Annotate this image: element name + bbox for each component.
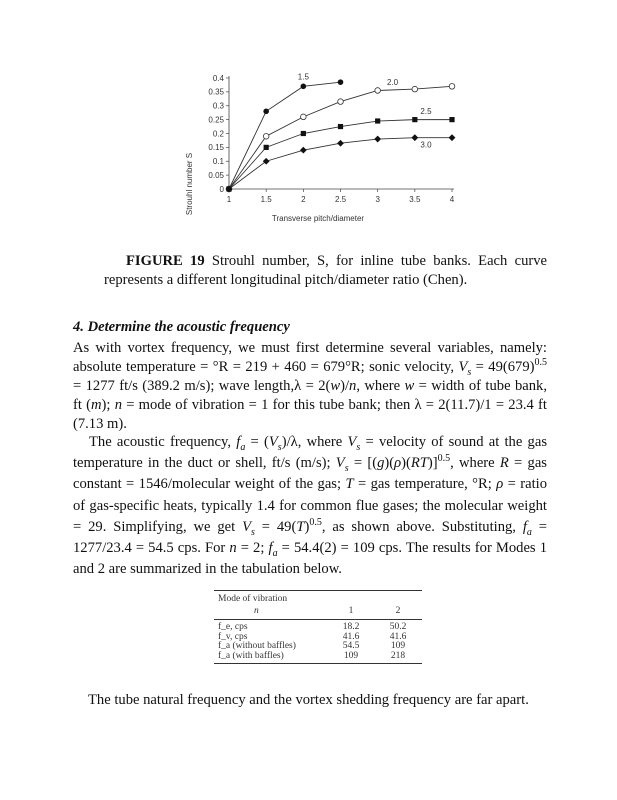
figure-caption-text: Strouhl number, S, for inline tube banks. Each curve represents a different longitudinal pitch/diameter ratio (Chen). — [104, 253, 548, 288]
series-label: 1.5 — [297, 72, 309, 82]
data-point — [449, 117, 454, 122]
data-point — [263, 133, 269, 139]
y-tick-label: 0.35 — [208, 87, 224, 97]
table-col-1: 1 — [348, 605, 354, 616]
frequency-table — [214, 590, 422, 664]
x-tick-label: 3 — [375, 195, 380, 204]
section-heading — [73, 319, 290, 336]
y-tick-label: 0.4 — [212, 73, 224, 83]
data-point — [412, 117, 417, 122]
data-point — [449, 84, 455, 90]
y-tick-label: 0.3 — [212, 101, 224, 111]
y-tick-label: 0.1 — [212, 157, 224, 167]
data-point — [301, 114, 307, 120]
data-point — [374, 136, 381, 143]
series-line-1.5 — [229, 82, 341, 189]
data-point — [337, 140, 344, 147]
data-point — [412, 86, 418, 92]
table-row — [214, 652, 422, 662]
y-tick-label: 0.05 — [208, 170, 224, 180]
y-tick-label: 0.25 — [208, 115, 224, 125]
table-row-label: f_e, cps — [218, 622, 248, 632]
table-cell: 41.6 — [342, 631, 360, 642]
x-tick-label: 1.5 — [260, 195, 272, 204]
section-number: 4. — [73, 319, 84, 335]
section-title: Determine the acoustic frequency — [83, 319, 290, 335]
table-cell: 50.2 — [389, 622, 407, 632]
data-point — [375, 118, 380, 123]
data-point — [411, 134, 418, 141]
series-line-2.5 — [229, 120, 452, 189]
x-axis-label: Transverse pitch/diameter — [271, 214, 365, 223]
data-point — [449, 134, 456, 141]
table-row-label: f_v, cps — [218, 631, 248, 642]
y-tick-label: 0.15 — [208, 143, 224, 153]
series-label: 3.0 — [420, 140, 432, 150]
table-cell: 41.6 — [389, 631, 407, 642]
figure-caption — [104, 252, 547, 290]
y-tick-label: 0 — [219, 184, 224, 194]
data-point — [263, 158, 270, 165]
data-point — [338, 79, 344, 85]
table-subheader: n — [254, 605, 259, 616]
table-cell: 218 — [390, 650, 406, 661]
series-label: 2.5 — [420, 107, 432, 117]
data-point — [301, 131, 306, 136]
data-point — [375, 88, 381, 94]
strouhl-chart — [180, 66, 480, 226]
x-tick-label: 2 — [301, 195, 306, 204]
data-point — [338, 124, 343, 129]
table-row-label: f_a (without baffles) — [218, 641, 296, 651]
data-point — [338, 99, 344, 105]
figure-label: FIGURE 19 — [126, 253, 205, 269]
chart-series — [226, 72, 456, 192]
data-point — [263, 109, 269, 115]
y-axis-label: Strouhl number S — [185, 152, 194, 216]
final-sentence: The tube natural frequency and the vortex shedding frequency are far apart. — [88, 692, 529, 708]
x-tick-label: 3.5 — [409, 195, 421, 204]
table-col-2: 2 — [395, 605, 401, 616]
table-header: Mode of vibration — [218, 594, 288, 604]
data-point — [301, 84, 307, 90]
data-point — [264, 145, 269, 150]
y-tick-label: 0.2 — [212, 129, 224, 139]
table-cell: 54.5 — [342, 641, 360, 651]
x-tick-label: 4 — [449, 195, 455, 204]
table-cell: 109 — [343, 650, 359, 661]
table-cell: 109 — [390, 641, 406, 651]
x-tick-label: 2.5 — [334, 195, 347, 204]
data-point — [300, 147, 307, 154]
table-row-label: f_a (with baffles) — [218, 650, 284, 661]
table-cell: 18.2 — [342, 622, 360, 632]
chart-axes — [208, 74, 454, 204]
body-paragraph-1: As with vortex frequency, we must first determine several variables, namely: absolute temperature = °R = 219 + 460 = 679°R; sonic velocity, $V_s = 49(679)^{0.5} = 1277$ ft/s (389.2 m/s); wave length,λ = 2(w)/n, where w = width of tube bank, ft (m); n = mode of vibration = 1 for this tube bank; then λ = 2(11.7)/1 = 23.4 ft (7.13 m). — [73, 340, 548, 432]
x-tick-label: 1 — [226, 195, 232, 204]
body-paragraph-2: The acoustic frequency, $f_a = (V_s)/\lambda$, where $V_s$ = velocity of sound at the gas temperature in the duct or shell, ft/s (m/s); $V_s = [(g)(\rho)(RT)]^{0.5}$, where R = gas constant = 1546/molecular weight of the gas; T = gas temperature, °R; ρ = ratio of gas-specific heats, typically 1.4 for common flue gases; the molecular weight = 29. Simplifying, we get $V_s = 49(T)^{0.5}$, as shown above. Substituting, $f_a = 1277/23.4 = 54.5$ cps. For n = 2; $f_a = 54.4(2) = 109$ cps. The results for Modes 1 and 2 are summarized in the tabulation below. — [73, 434, 547, 578]
series-label: 2.0 — [386, 77, 399, 87]
